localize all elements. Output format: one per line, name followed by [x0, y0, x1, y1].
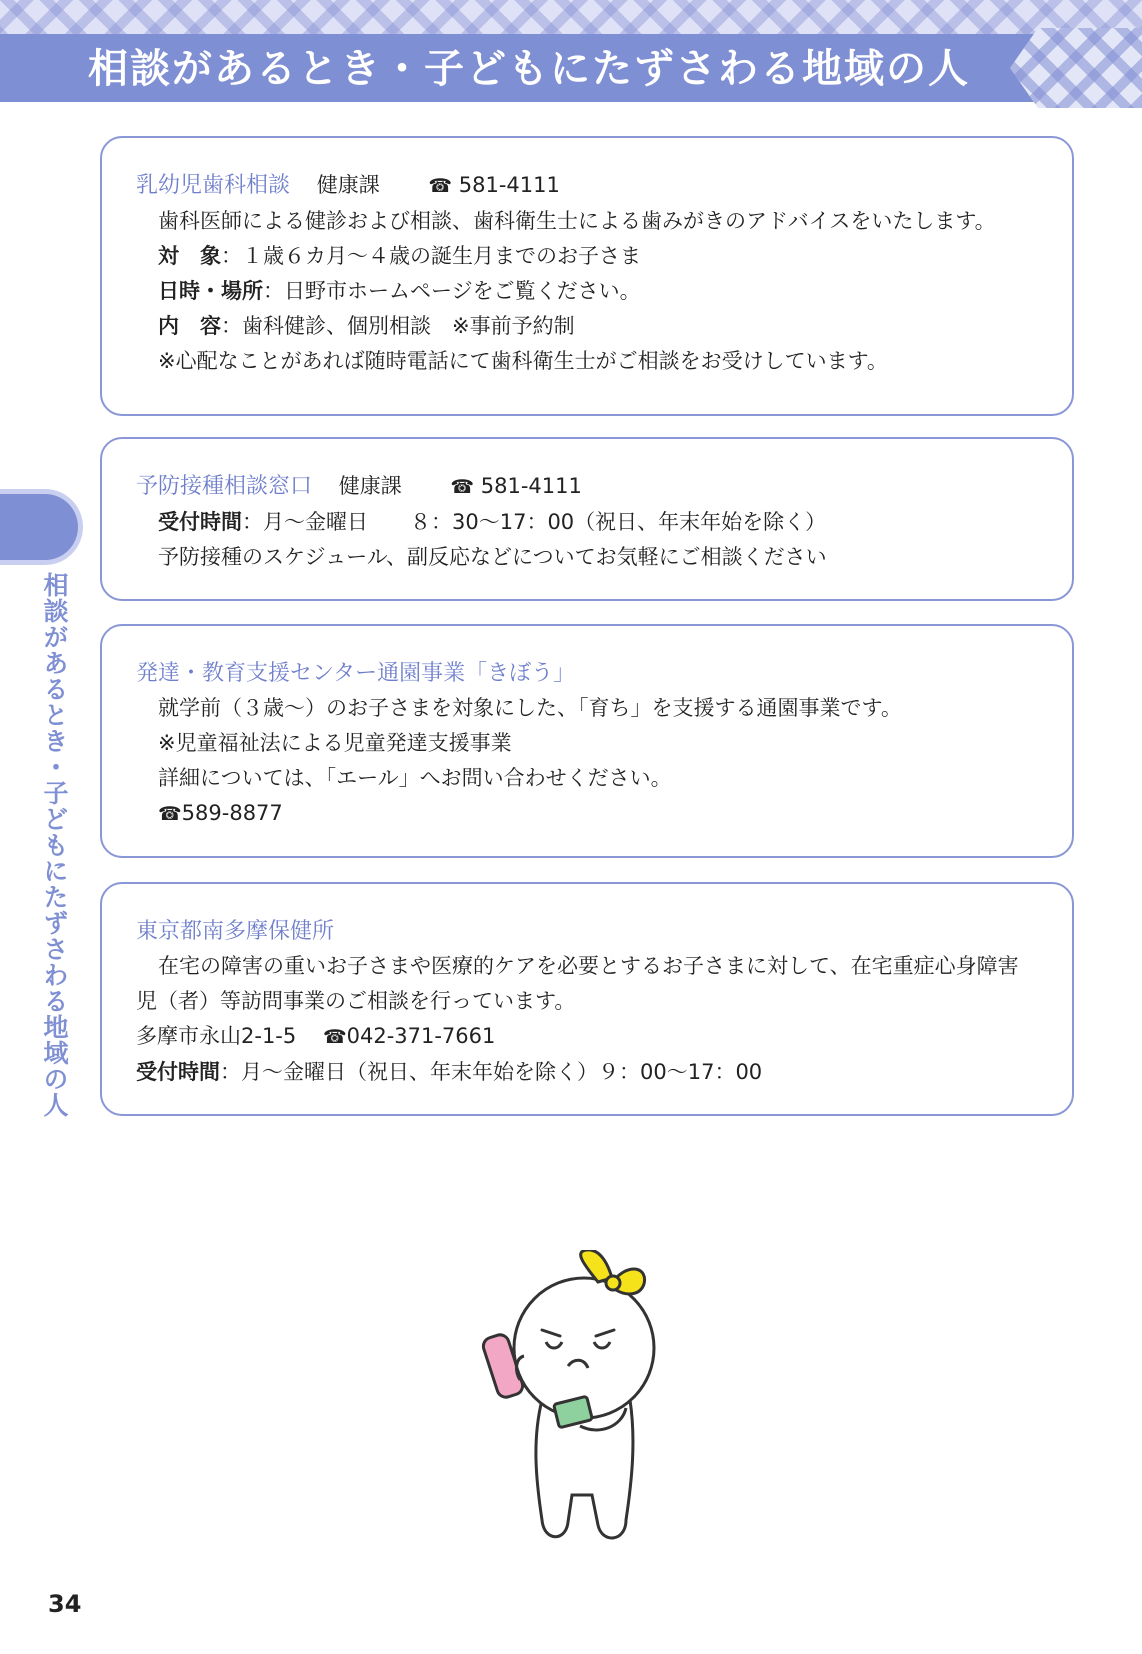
info-value: ：歯科健診、個別相談 ※事前予約制: [221, 314, 575, 338]
card-heading: [136, 168, 1038, 204]
character-on-phone-icon: [480, 1250, 700, 1550]
card-description: 歯科医師による健診および相談、歯科衛生士による歯みがきのアドバイスをいたします。: [158, 209, 996, 233]
card-heading: [136, 469, 1038, 505]
info-value: ：日野市ホームページをご覧ください。: [263, 279, 641, 303]
department: 健康課: [316, 173, 380, 197]
card-text-line: 詳細については、「エール」へお問い合わせください。: [158, 766, 672, 790]
header-tab-decoration: [1010, 28, 1142, 108]
info-row-content: [136, 309, 1038, 344]
phone-number: 042-371-7661: [346, 1024, 496, 1048]
phone-icon: ☎: [450, 476, 475, 498]
card-note: ※心配なことがあれば随時電話にて歯科衛生士がご相談をお受けしています。: [158, 349, 888, 373]
card-development-support-center: [100, 624, 1074, 858]
info-label: 受付時間: [158, 510, 242, 534]
card-text-line: 就学前（３歳～）のお子さまを対象にした、「育ち」を支援する通園事業です。: [158, 696, 902, 720]
card-title: 予防接種相談窓口: [136, 474, 313, 499]
info-row-hours: [136, 505, 1038, 540]
info-label: 日時・場所: [158, 279, 263, 303]
card-description: 予防接種のスケジュール、副反応などについてお気軽にご相談ください: [158, 545, 827, 569]
phone-icon: ☎: [158, 803, 182, 825]
card-vaccination-consultation: [100, 437, 1074, 601]
phone-icon: ☎: [428, 175, 453, 197]
phone-number: 581-4111: [458, 173, 560, 197]
card-heading: [136, 914, 1038, 949]
info-label: 内 容: [158, 314, 221, 338]
side-tab: [0, 494, 78, 560]
phone-number: 581-4111: [480, 474, 582, 498]
phone-number: 589-8877: [181, 801, 283, 825]
card-minami-tama-health-center: [100, 882, 1074, 1116]
address: 多摩市永山2-1-5: [136, 1024, 297, 1048]
phone-row: [136, 796, 1038, 832]
card-text-line: ※児童福祉法による児童発達支援事業: [158, 731, 512, 755]
phone-icon: ☎: [322, 1026, 347, 1048]
info-row-hours: [136, 1055, 1038, 1090]
department: 健康課: [338, 474, 402, 498]
card-infant-dental-consultation: [100, 136, 1074, 416]
info-label: 受付時間: [136, 1060, 220, 1084]
side-tab-label: 相談があるとき・子どもにたずさわる地域の人: [40, 572, 69, 1118]
card-title: 東京都南多摩保健所: [136, 919, 335, 944]
card-title: 発達・教育支援センター通園事業「きぼう」: [136, 661, 576, 686]
info-value: ：月～金曜日 ８：30～17：00（祝日、年末年始を除く）: [242, 510, 827, 534]
address-row: [136, 1019, 1038, 1055]
info-row-datetime-place: [136, 274, 1038, 309]
info-row-target: [136, 239, 1038, 274]
info-value: ：１歳６カ月～４歳の誕生月までのお子さま: [221, 244, 641, 268]
card-title: 乳幼児歯科相談: [136, 173, 291, 198]
card-heading: [136, 656, 1038, 691]
info-value: ：月～金曜日（祝日、年末年始を除く）９：00～17：00: [220, 1060, 763, 1084]
page-title: 相談があるとき・子どもにたずさわる地域の人: [88, 46, 970, 92]
page-number: 34: [48, 1590, 82, 1618]
card-description: 在宅の障害の重いお子さまや医療的ケアを必要とするお子さまに対して、在宅重症心身障害児（者）等訪問事業のご相談を行っています。: [136, 954, 1019, 1013]
info-label: 対 象: [158, 244, 221, 268]
